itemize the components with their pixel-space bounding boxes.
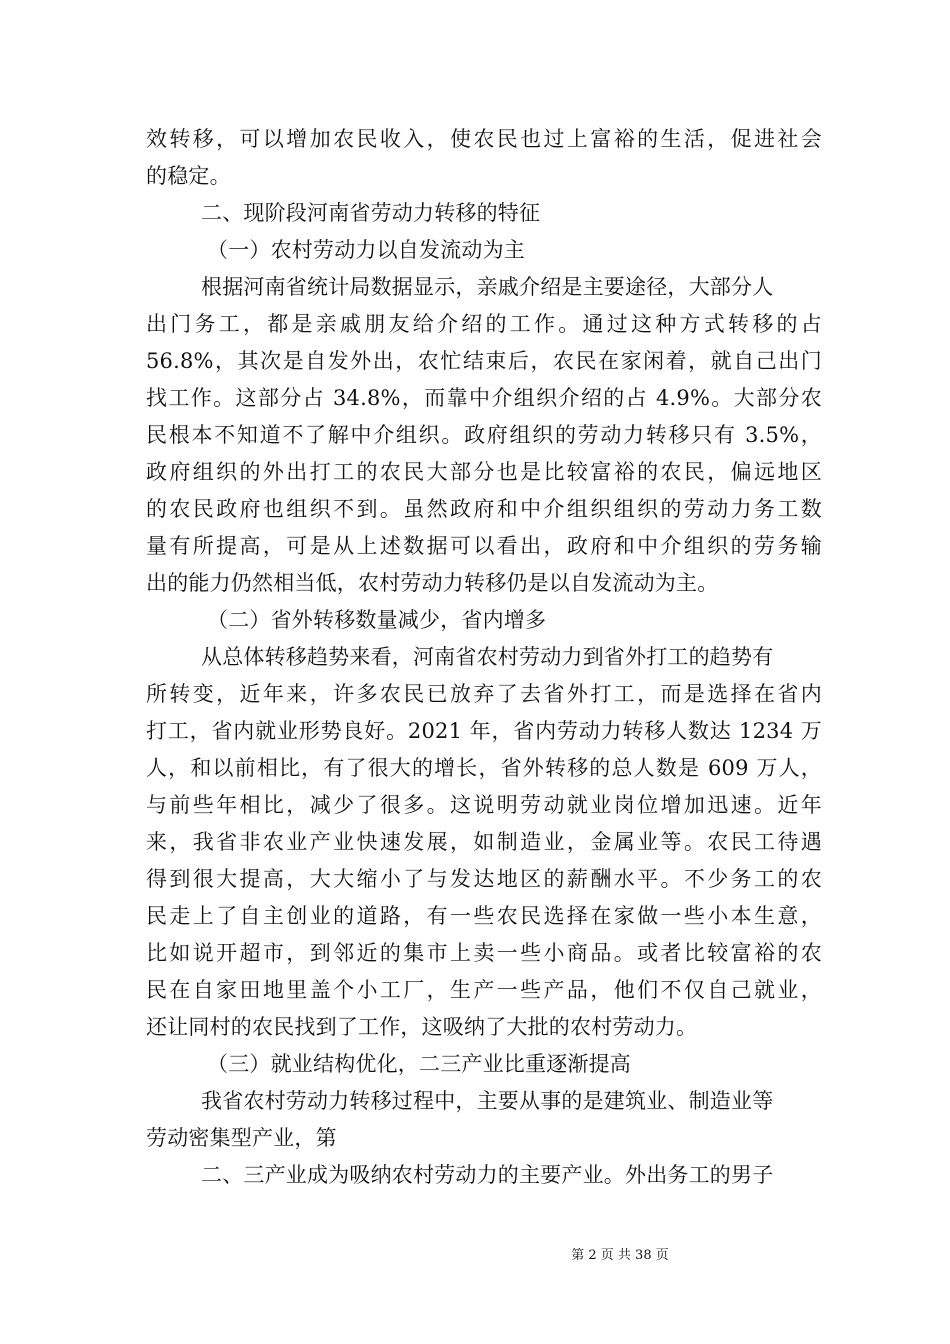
paragraph-line: 根据河南省统计局数据显示，亲戚介绍是主要途径，大部分人 [201,275,774,299]
subsection-heading: （一）农村劳动力以自发流动为主 [207,238,525,262]
paragraph-line: 我省农村劳动力转移过程中，主要从事的是建筑业、制造业等 [201,1089,774,1113]
paragraph-line: 找工作。这部分占 34.8%，而靠中介组织介绍的占 4.9%。大部分农 [146,386,822,410]
paragraph-line: 还让同村的农民找到了工作，这吸纳了大批的农村劳动力。 [146,1015,698,1039]
page-number: 第 2 页 共 38 页 [571,1248,669,1263]
paragraph-line: 从总体转移趋势来看，河南省农村劳动力到省外打工的趋势有 [201,645,774,669]
paragraph-line: 二、三产业成为吸纳农村劳动力的主要产业。外出务工的男子 [201,1163,774,1187]
paragraph-line: 得到很大提高，大大缩小了与发达地区的薪酬水平。不少务工的农 [146,867,822,891]
paragraph-line: 劳动密集型产业，第 [146,1126,337,1150]
section-heading: 二、现阶段河南省劳动力转移的特征 [201,201,541,225]
paragraph-line: 来，我省非农业产业快速发展，如制造业，金属业等。农民工待遇 [146,830,822,854]
paragraph-line: 打工，省内就业形势良好。2021 年，省内劳动力转移人数达 1234 万 [146,719,822,743]
paragraph-line: 的农民政府也组织不到。虽然政府和中介组织组织的劳动力务工数 [146,497,822,521]
paragraph-line: 56.8%，其次是自发外出，农忙结束后，农民在家闲着，就自己出门 [146,349,822,373]
subsection-heading: （三）就业结构优化，二三产业比重逐渐提高 [207,1052,631,1076]
paragraph-line: 民走上了自主创业的道路，有一些农民选择在家做一些小本生意， [146,904,822,928]
paragraph-line: 与前些年相比，减少了很多。这说明劳动就业岗位增加迅速。近年 [146,793,822,817]
paragraph-line: 出的能力仍然相当低，农村劳动力转移仍是以自发流动为主。 [146,571,719,595]
paragraph-line: 比如说开超市，到邻近的集市上卖一些小商品。或者比较富裕的农 [146,941,822,965]
paragraph-line: 的稳定。 [146,164,231,188]
paragraph-line: 效转移，可以增加农民收入，使农民也过上富裕的生活，促进社会 [146,127,822,151]
paragraph-line: 民根本不知道不了解中介组织。政府组织的劳动力转移只有 3.5%， [146,423,822,447]
paragraph-line: 民在自家田地里盖个小工厂，生产一些产品，他们不仅自己就业， [146,978,822,1002]
subsection-heading: （二）省外转移数量减少，省内增多 [207,608,547,632]
paragraph-line: 政府组织的外出打工的农民大部分也是比较富裕的农民，偏远地区 [146,460,822,484]
paragraph-line: 量有所提高，可是从上述数据可以看出，政府和中介组织的劳务输 [146,534,822,558]
paragraph-line: 人，和以前相比，有了很大的增长，省外转移的总人数是 609 万人， [146,756,822,780]
paragraph-line: 所转变，近年来，许多农民已放弃了去省外打工，而是选择在省内 [146,682,822,706]
paragraph-line: 出门务工，都是亲戚朋友给介绍的工作。通过这种方式转移的占 [146,312,822,336]
